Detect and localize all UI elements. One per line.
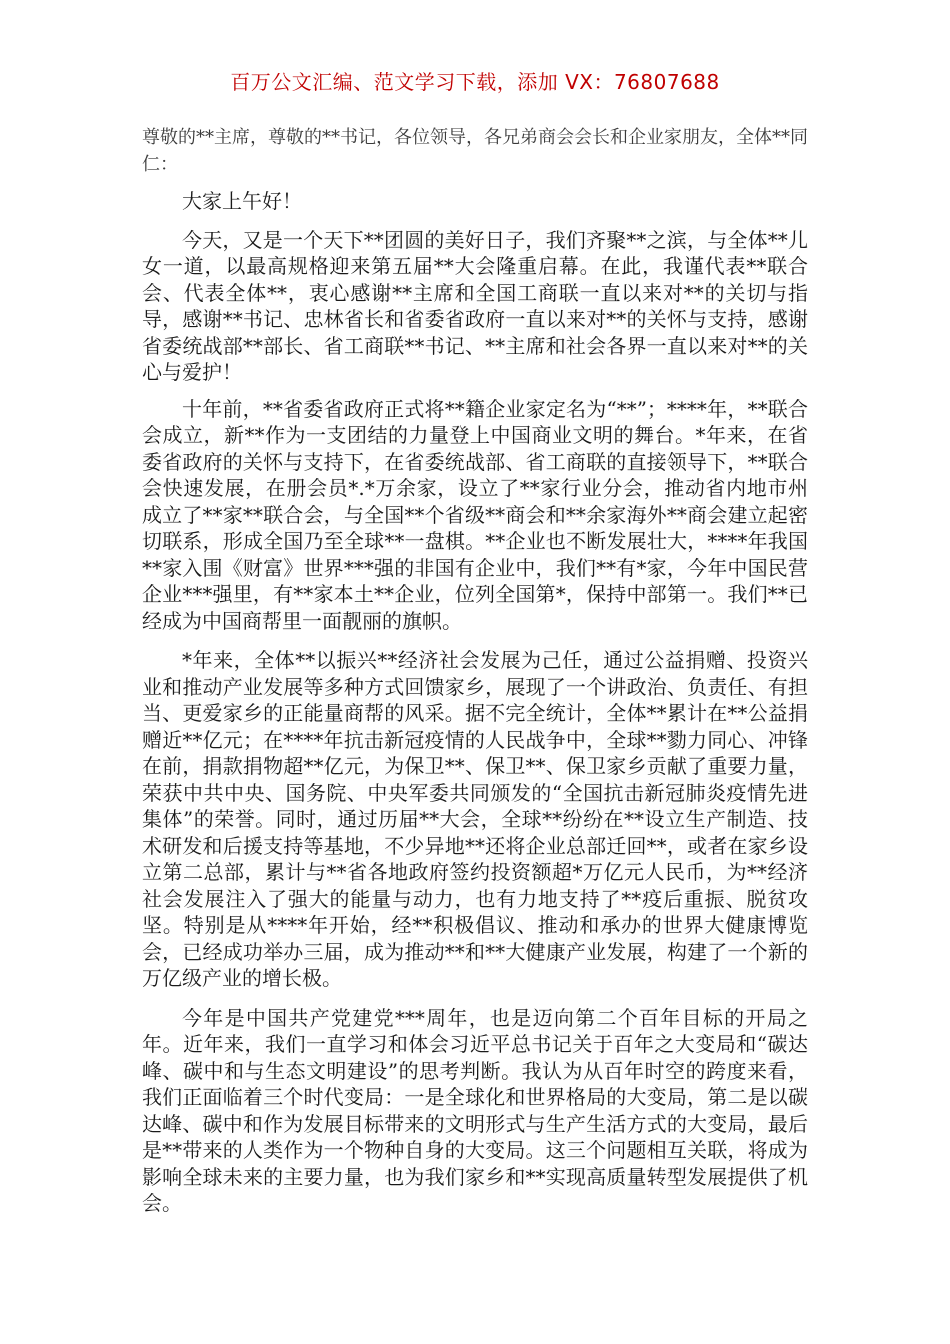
- paragraph-centennial: 今年是中国共产党建党***周年，也是迈向第二个百年目标的开局之年。近年来，我们一直学习和体会习近平总书记关于百年之大变局和“碳达峰、碳中和与生态文明建设”的思考判断。我认为从百年时空的跨度来看，我们正面临着三个时代变局：一是全球化和世界格局的大变局，第二是以碳达峰、碳中和作为发展目标带来的文明形式与生产生活方式的大变局，最后是**带来的人类作为一个物种自身的大变局。这三个问题相互关联，将成为影响全球未来的主要力量，也为我们家乡和**实现高质量转型发展提供了机会。: [142, 1005, 808, 1215]
- download-banner: 百万公文汇编、范文学习下载，添加 VX：76807688: [230, 70, 720, 94]
- greeting: 大家上午好！: [182, 189, 302, 213]
- paragraph-contributions: *年来，全体**以振兴**经济社会发展为己任，通过公益捐赠、投资兴业和推动产业发展等多种方式回馈家乡，展现了一个讲政治、负责任、有担当、更爱家乡的正能量商帮的风采。据不完全统计，全体**累计在**公益捐赠近**亿元；在****年抗击新冠疫情的人民战争中，全球**勠力同心、冲锋在前，捐款捐物超**亿元，为保卫**、保卫**、保卫家乡贡献了重要力量，荣获中共中央、国务院、中央军委共同颁发的“全国抗击新冠肺炎疫情先进集体”的荣誉。同时，通过历届**大会，全球**纷纷在**设立生产制造、技术研发和后援支持等基地，不少异地**还将企业总部迁回**，或者在家乡设立第二总部，累计与**省各地政府签约投资额超*万亿元人民币，为**经济社会发展注入了强大的能量与动力，也有力地支持了**疫后重振、脱贫攻坚。特别是从****年开始，经**积极倡议、推动和承办的世界大健康博览会，已经成功举办三届，成为推动**和**大健康产业发展，构建了一个新的万亿级产业的增长极。: [142, 648, 808, 990]
- salutation: 尊敬的**主席，尊敬的**书记，各位领导，各兄弟商会会长和企业家朋友，全体**同仁：: [142, 127, 808, 175]
- paragraph-ten-years: 十年前，**省委省政府正式将**籍企业家定名为“**”；****年，**联合会成立，新**作为一支团结的力量登上中国商业文明的舞台。*年来，在省委省政府的关怀与支持下，在省委统战部、省工商联的直接领导下，**联合会快速发展，在册会员*.*万余家，设立了**家行业分会，推动省内地市州成立了**家**联合会，与全国**个省级**商会和**余家海外**商会建立起密切联系，形成全国乃至全球**一盘棋。**企业也不断发展壮大，****年我国**家入围《财富》世界***强的非国有企业中，我们**有*家，今年中国民营企业***强里，有**家本土**企业，位列全国第*，保持中部第一。我们**已经成为中国商帮里一面靓丽的旗帜。: [142, 396, 808, 633]
- document-body: [142, 124, 808, 1217]
- paragraph-opening: 今天，又是一个天下**团圆的美好日子，我们齐聚**之滨，与全体**儿女一道，以最高规格迎来第五届**大会隆重启幕。在此，我谨代表**联合会、代表全体**，衷心感谢**主席和全国工商联一直以来对**的关切与指导，感谢**书记、忠林省长和省委省政府一直以来对**的关怀与支持，感谢省委统战部**部长、省工商联**书记、**主席和社会各界一直以来对**的关心与爱护！: [142, 227, 808, 384]
